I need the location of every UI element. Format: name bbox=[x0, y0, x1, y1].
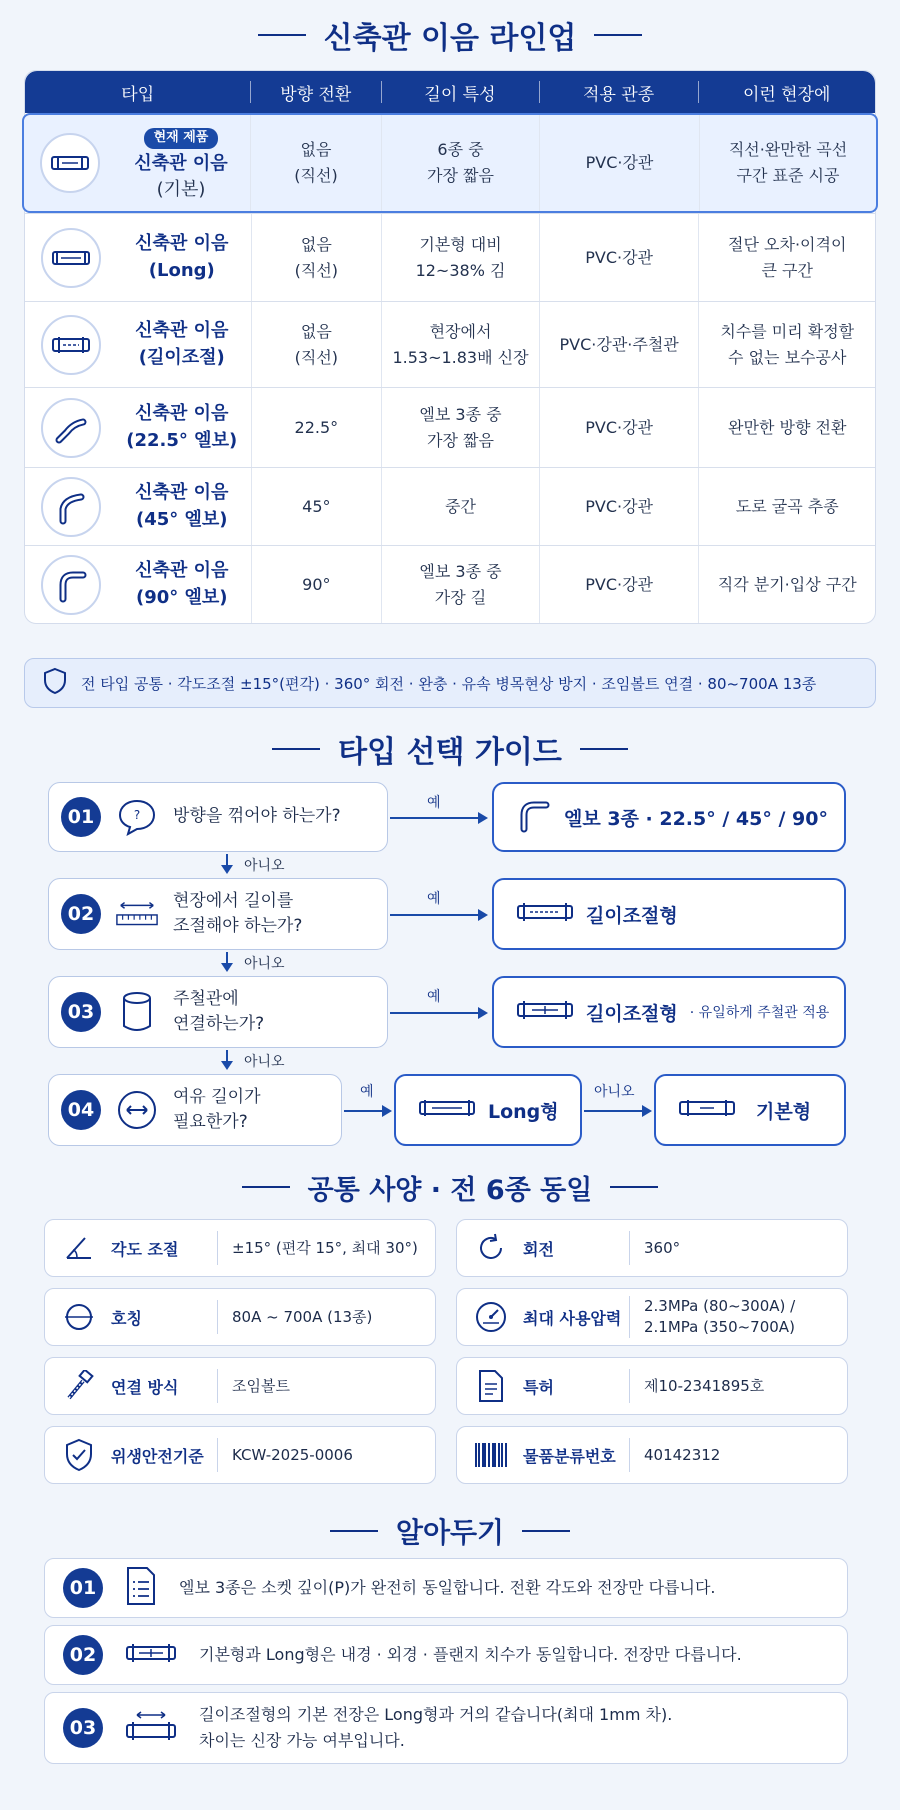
pipe-cell: PVC·강관 bbox=[539, 468, 699, 545]
no-arrow bbox=[226, 1050, 228, 1066]
title-rule bbox=[522, 1530, 570, 1532]
spec-value: 40142312 bbox=[629, 1438, 720, 1472]
spec-max-pressure bbox=[456, 1288, 848, 1346]
yes-arrow bbox=[390, 914, 486, 916]
table-row-basic[interactable] bbox=[22, 113, 878, 213]
document-icon bbox=[473, 1368, 509, 1404]
pipe-cell: PVC·강관 bbox=[539, 115, 699, 211]
ruler-icon bbox=[115, 892, 159, 936]
header-type: 타입 bbox=[121, 84, 155, 105]
no-label: 아니오 bbox=[244, 956, 285, 972]
spec-rotation bbox=[456, 1219, 848, 1277]
guide-question-03[interactable] bbox=[48, 976, 388, 1048]
table-header bbox=[25, 71, 875, 113]
no-arrow bbox=[226, 952, 228, 968]
straight-joint-icon bbox=[40, 133, 100, 193]
step-number: 03 bbox=[61, 992, 101, 1032]
title-rule bbox=[580, 748, 628, 750]
header-length: 길이 특성 bbox=[381, 71, 539, 113]
table-row-elbow-22[interactable] bbox=[25, 387, 875, 467]
spec-label: 물품분류번호 bbox=[523, 1446, 616, 1466]
site-cell: 직선·완만한 곡선 구간 표준 시공 bbox=[699, 115, 876, 211]
table-row-long[interactable] bbox=[25, 213, 875, 301]
site-cell: 도로 굴곡 추종 bbox=[698, 468, 875, 545]
yes-label: 예 bbox=[427, 989, 441, 1005]
answer-text: 길이조절형 bbox=[586, 904, 678, 927]
diameter-icon bbox=[61, 1299, 97, 1335]
product-name: 신축관 이음 (90° 엘보) bbox=[135, 560, 229, 608]
lineup-table bbox=[24, 70, 876, 624]
spec-label: 위생안전기준 bbox=[111, 1446, 204, 1466]
note-text: 엘보 3종은 소켓 깊이(P)가 완전히 동일합니다. 전환 각도와 전장만 다릅니다. bbox=[179, 1578, 716, 1598]
product-cell bbox=[24, 115, 250, 211]
direction-cell: 22.5° bbox=[251, 388, 382, 467]
lineup-title-row bbox=[0, 14, 900, 56]
length-cell: 6종 중 가장 짧음 bbox=[381, 115, 539, 211]
straight-joint-icon bbox=[125, 1641, 177, 1669]
spec-value: 80A ~ 700A (13종) bbox=[217, 1300, 372, 1334]
length-cell: 엘보 3종 중 가장 짧음 bbox=[381, 388, 539, 467]
spec-label: 호칭 bbox=[111, 1308, 142, 1328]
spec-value: ±15° (편각 15°, 최대 30°) bbox=[217, 1231, 418, 1265]
spec-label: 특허 bbox=[523, 1377, 554, 1397]
specs-title: 공통 사양 · 전 6종 동일 bbox=[307, 1174, 593, 1206]
note-number: 02 bbox=[63, 1635, 103, 1675]
title-rule bbox=[330, 1530, 378, 1532]
table-row-elbow-90[interactable] bbox=[25, 545, 875, 623]
question-text: 주철관에 연결하는가? bbox=[173, 988, 265, 1034]
no-arrow bbox=[584, 1110, 650, 1112]
step-number: 02 bbox=[61, 894, 101, 934]
spec-value: 2.3MPa (80~300A) / 2.1MPa (350~700A) bbox=[629, 1296, 795, 1338]
site-cell: 절단 오차·이격이 큰 구간 bbox=[698, 214, 875, 301]
yes-arrow bbox=[344, 1110, 390, 1112]
answer-subtext: · 유일하게 주철관 적용 bbox=[689, 1005, 830, 1021]
current-product-badge: 현재 제품 bbox=[144, 128, 219, 149]
yes-label: 예 bbox=[427, 891, 441, 907]
step-number: 01 bbox=[61, 797, 101, 837]
yes-label: 예 bbox=[360, 1084, 374, 1100]
site-cell: 치수를 미리 확정할 수 없는 보수공사 bbox=[698, 302, 875, 387]
note-item-01 bbox=[44, 1558, 848, 1618]
common-features-note bbox=[24, 658, 876, 708]
product-cell bbox=[25, 468, 251, 545]
title-rule bbox=[272, 748, 320, 750]
long-joint-icon bbox=[41, 228, 101, 288]
site-cell: 직각 분기·입상 구간 bbox=[698, 546, 875, 623]
answer-text: 기본형 bbox=[756, 1100, 812, 1123]
guide-question-04[interactable] bbox=[48, 1074, 342, 1146]
direction-cell: 없음 (직선) bbox=[250, 115, 381, 211]
spec-value: 360° bbox=[629, 1231, 680, 1265]
spec-value: KCW-2025-0006 bbox=[217, 1438, 353, 1472]
spec-value: 제10-2341895호 bbox=[629, 1369, 764, 1403]
lineup-title: 신축관 이음 라인업 bbox=[323, 21, 577, 56]
adjustable-joint-icon bbox=[516, 998, 574, 1027]
adjustable-joint-icon bbox=[125, 1709, 177, 1747]
cylinder-icon bbox=[115, 990, 159, 1034]
notes-title: 알아두기 bbox=[395, 1516, 505, 1549]
header-pipe: 적용 관종 bbox=[539, 71, 699, 113]
double-arrow-icon bbox=[115, 1088, 159, 1132]
direction-cell: 90° bbox=[251, 546, 382, 623]
no-arrow bbox=[226, 854, 228, 870]
no-label: 아니오 bbox=[594, 1084, 635, 1100]
title-rule bbox=[258, 34, 306, 36]
spec-hygiene-standard bbox=[44, 1426, 436, 1484]
length-cell: 현장에서 1.53~1.83배 신장 bbox=[381, 302, 539, 387]
spec-patent bbox=[456, 1357, 848, 1415]
barcode-icon bbox=[473, 1437, 509, 1473]
elbow-45-icon bbox=[41, 477, 101, 537]
svg-text:?: ? bbox=[133, 808, 141, 822]
note-item-03 bbox=[44, 1692, 848, 1764]
spec-classification-number bbox=[456, 1426, 848, 1484]
long-joint-icon bbox=[418, 1097, 476, 1124]
checklist-icon bbox=[125, 1566, 157, 1610]
answer-adjustable[interactable] bbox=[492, 878, 846, 950]
note-text: 기본형과 Long형은 내경 · 외경 · 플랜지 치수가 동일합니다. 전장만 다릅니다. bbox=[199, 1645, 742, 1665]
table-row-adjustable[interactable] bbox=[25, 301, 875, 387]
answer-text: 엘보 3종 · 22.5° / 45° / 90° bbox=[564, 807, 828, 830]
answer-basic[interactable] bbox=[654, 1074, 846, 1146]
guide-question-01[interactable] bbox=[48, 782, 388, 852]
spec-label: 최대 사용압력 bbox=[523, 1308, 622, 1328]
spec-angle bbox=[44, 1219, 436, 1277]
straight-joint-icon bbox=[678, 1097, 736, 1124]
header-direction: 방향 전환 bbox=[250, 71, 381, 113]
angle-icon bbox=[61, 1230, 97, 1266]
spec-label: 회전 bbox=[523, 1239, 554, 1259]
product-name: 신축관 이음 (22.5° 엘보) bbox=[126, 403, 238, 451]
rotate-icon bbox=[473, 1230, 509, 1266]
elbow-22-icon bbox=[41, 398, 101, 458]
spec-label: 각도 조절 bbox=[111, 1239, 179, 1259]
product-name: 신축관 이음 (45° 엘보) bbox=[135, 482, 229, 530]
bolt-icon bbox=[61, 1368, 97, 1404]
answer-elbow[interactable] bbox=[492, 782, 846, 852]
pipe-cell: PVC·강관 bbox=[539, 214, 699, 301]
direction-cell: 45° bbox=[251, 468, 382, 545]
spec-value: 조임볼트 bbox=[217, 1369, 290, 1403]
title-rule bbox=[594, 34, 642, 36]
step-number: 04 bbox=[61, 1090, 101, 1130]
pipe-cell: PVC·강관·주철관 bbox=[539, 302, 699, 387]
adjustable-joint-icon bbox=[41, 315, 101, 375]
spec-label: 연결 방식 bbox=[111, 1377, 179, 1397]
product-cell bbox=[25, 302, 251, 387]
product-cell bbox=[25, 214, 251, 301]
pipe-cell: PVC·강관 bbox=[539, 388, 699, 467]
common-note-text: 전 타입 공통 · 각도조절 ±15°(편각) · 360° 회전 · 완충 · 유속 병목현상 방지 · 조임볼트 연결 · 80~700A 13종 bbox=[81, 674, 817, 693]
product-name: 신축관 이음 (길이조절) bbox=[135, 320, 229, 368]
yes-label: 예 bbox=[427, 795, 441, 811]
title-rule bbox=[242, 1186, 290, 1188]
note-text: 길이조절형의 기본 전장은 Long형과 거의 같습니다(최대 1mm 차). 차이는 신장 가능 여부입니다. bbox=[199, 1705, 673, 1750]
notes-title-row bbox=[0, 1510, 900, 1552]
pipe-cell: PVC·강관 bbox=[539, 546, 699, 623]
direction-cell: 없음 (직선) bbox=[251, 214, 382, 301]
note-number: 03 bbox=[63, 1708, 103, 1748]
elbow-90-icon bbox=[516, 797, 552, 838]
length-cell: 중간 bbox=[381, 468, 539, 545]
gauge-icon bbox=[473, 1299, 509, 1335]
question-text: 방향을 꺾어야 하는가? bbox=[173, 806, 341, 827]
length-cell: 엘보 3종 중 가장 길 bbox=[381, 546, 539, 623]
table-row-elbow-45[interactable] bbox=[25, 467, 875, 545]
note-item-02 bbox=[44, 1625, 848, 1685]
shield-icon bbox=[43, 667, 67, 699]
title-rule bbox=[610, 1186, 658, 1188]
guide-title: 타입 선택 가이드 bbox=[338, 735, 562, 770]
product-name: 신축관 이음 (Long) bbox=[135, 233, 229, 281]
length-cell: 기본형 대비 12~38% 김 bbox=[381, 214, 539, 301]
answer-text: 길이조절형 bbox=[586, 1002, 678, 1025]
no-label: 아니오 bbox=[244, 858, 285, 874]
product-name: 현재 제품 신축관 이음 (기본) bbox=[134, 129, 228, 200]
yes-arrow bbox=[390, 817, 486, 819]
guide-question-02[interactable] bbox=[48, 878, 388, 950]
spec-nominal-size bbox=[44, 1288, 436, 1346]
answer-text: Long형 bbox=[488, 1100, 559, 1123]
spec-connection bbox=[44, 1357, 436, 1415]
question-text: 현장에서 길이를 조절해야 하는가? bbox=[173, 890, 303, 936]
header-site: 이런 현장에 bbox=[698, 71, 875, 113]
speech-bubble-icon bbox=[115, 795, 159, 839]
adjustable-joint-icon bbox=[516, 900, 574, 929]
answer-adjustable-cast-iron[interactable] bbox=[492, 976, 846, 1048]
question-text: 여유 길이가 필요한가? bbox=[173, 1086, 261, 1132]
yes-arrow bbox=[390, 1012, 486, 1014]
guide-title-row bbox=[0, 728, 900, 770]
note-number: 01 bbox=[63, 1568, 103, 1608]
no-label: 아니오 bbox=[244, 1054, 285, 1070]
product-cell bbox=[25, 546, 251, 623]
answer-long[interactable] bbox=[394, 1074, 582, 1146]
specs-title-row bbox=[0, 1166, 900, 1208]
direction-cell: 없음 (직선) bbox=[251, 302, 382, 387]
site-cell: 완만한 방향 전환 bbox=[698, 388, 875, 467]
product-cell bbox=[25, 388, 251, 467]
elbow-90-icon bbox=[41, 555, 101, 615]
shield-check-icon bbox=[61, 1437, 97, 1473]
